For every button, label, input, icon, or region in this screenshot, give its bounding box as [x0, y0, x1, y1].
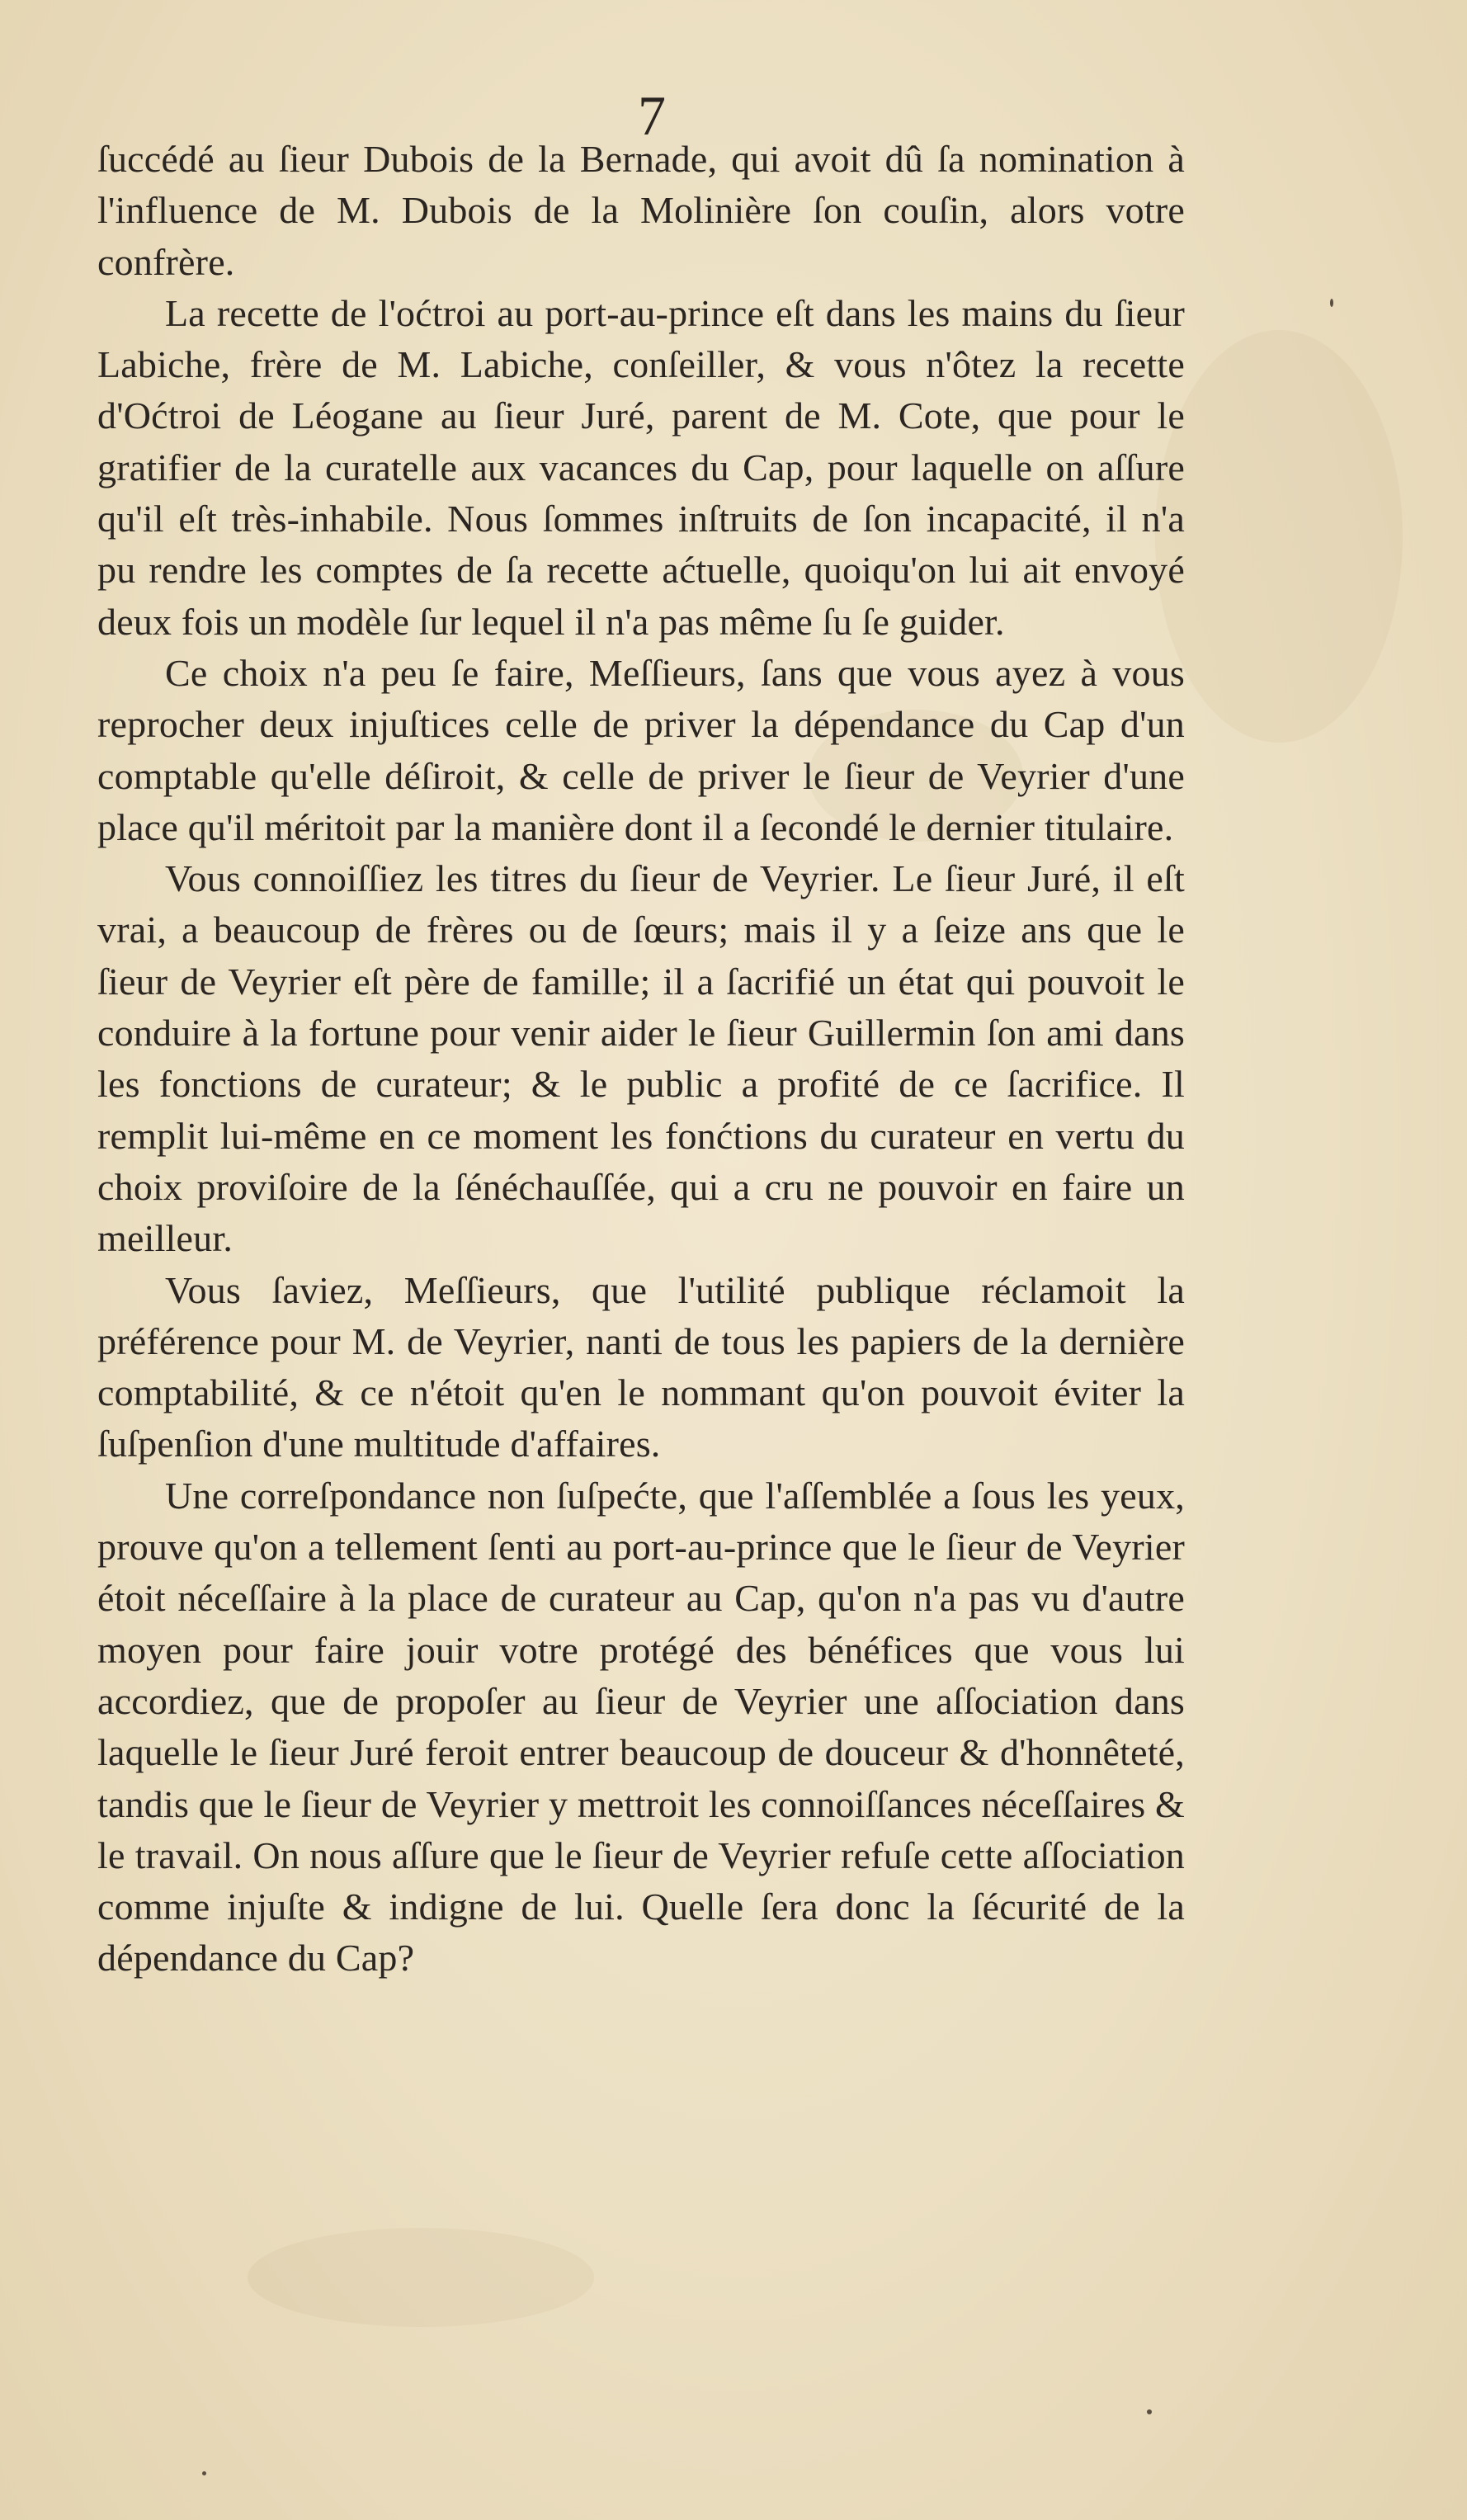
paper-stain [248, 2228, 594, 2327]
paper-speck [202, 2471, 206, 2475]
paper-speck [1147, 2409, 1152, 2414]
paragraph-ce-choix: Ce choix n'a peu ſe faire, Meſſieurs, ſans que vous ayez à vous reprocher deux injuſtices celle de priver la dépendance du Cap d'un comptable qu'elle déſiroit, & celle de priver le ſieur de Veyrier d'une place qu'il méritoit par la manière dont il a ſecondé le dernier titulaire. [97, 651, 1185, 848]
paper-stain [1155, 330, 1403, 743]
body-text [97, 134, 1185, 1984]
paragraph-continuation: ſuccédé au ſieur Dubois de la Bernade, qui avoit dû ſa nomination à l'influence de M. Dubois de la Molinière ſon couſin, alors votre confrère. [97, 138, 1185, 283]
paragraph-titres-veyrier: Vous connoiſſiez les titres du ſieur de Veyrier. Le ſieur Juré, il eſt vrai, a beaucoup de frères ou de ſœurs; mais il y a ſeize ans que le ſieur de Veyrier eſt père de famille; il a ſacrifié un état qui pouvoit le conduire à la fortune pour venir aider le ſieur Guillermin ſon ami dans les fonctions de curateur; & le public a profité de ce ſacrifice. Il remplit lui-même en ce moment les fonćtions du curateur en vertu du choix proviſoire de la ſénéchauſſée, qui a cru ne pouvoir en faire un meilleur. [97, 857, 1185, 1260]
paragraph-correspondance: Une correſpondance non ſuſpećte, que l'aſſemblée a ſous les yeux, prouve qu'on a tellement ſenti au port-au-prince que le ſieur de Veyrier étoit néceſſaire à la place de curateur au Cap, qu'on n'a pas vu d'autre moyen pour faire jouir votre protégé des bénéfices que vous lui accordiez, que de propoſer au ſieur de Veyrier une aſſociation dans laquelle le ſieur Juré feroit entrer beaucoup de douceur & d'honnêteté, tandis que le ſieur de Veyrier y mettroit les connoiſſances néceſſaires & le travail. On nous aſſure que le ſieur de Veyrier refuſe cette aſſociation comme injuſte & indigne de lui. Quelle ſera donc la ſécurité de la dépendance du Cap? [97, 1474, 1185, 1980]
page-number: 7 [638, 84, 666, 147]
paragraph-utilite-publique: Vous ſaviez, Meſſieurs, que l'utilité publique réclamoit la préférence pour M. de Veyrier, nanti de tous les papiers de la dernière comptabilité, & ce n'étoit qu'en le nommant qu'on pouvoit éviter la ſuſpenſion d'une multitude d'affaires. [97, 1268, 1185, 1465]
paragraph-recette-octroi: La recette de l'oćtroi au port-au-prince eſt dans les mains du ſieur Labiche, frère de M. Labiche, conſeiller, & vous n'ôtez la recette d'Oćtroi de Léogane au ſieur Juré, parent de M. Cote, que pour le gratifier de la curatelle aux vacances du Cap, pour laquelle on aſſure qu'il eſt très-inhabile. Nous ſommes inſtruits de ſon incapacité, il n'a pu rendre les comptes de ſa recette aćtuelle, quoiqu'on lui ait envoyé deux fois un modèle ſur lequel il n'a pas même ſu ſe guider. [97, 291, 1185, 643]
paper-speck [1330, 299, 1333, 307]
